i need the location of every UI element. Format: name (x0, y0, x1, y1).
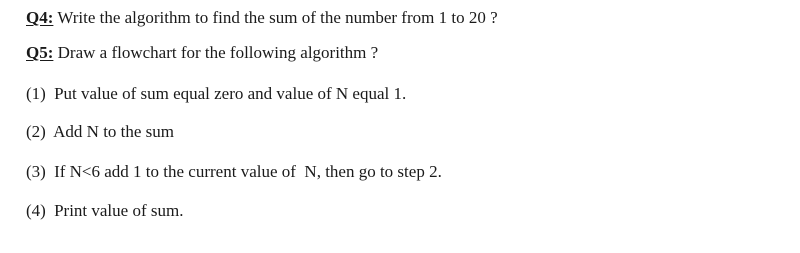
step-2-number: (2) (26, 122, 46, 141)
algorithm-step-3 (26, 162, 442, 182)
question-4 (26, 8, 498, 28)
question-4-label: Q4: (26, 8, 54, 27)
step-3-number: (3) (26, 162, 46, 181)
step-4-number: (4) (26, 201, 46, 220)
algorithm-step-4 (26, 201, 183, 221)
algorithm-step-2 (26, 122, 174, 142)
question-4-text: Write the algorithm to find the sum of the number from 1 to 20 ? (57, 8, 498, 27)
question-5-text: Draw a flowchart for the following algorithm ? (57, 43, 379, 62)
question-5 (26, 43, 378, 63)
step-4-text: Print value of sum. (54, 201, 184, 220)
step-1-text: Put value of sum equal zero and value of N equal 1. (54, 84, 407, 103)
question-5-label: Q5: (26, 43, 54, 62)
step-3-text: If N<6 add 1 to the current value of N, then go to step 2. (54, 162, 442, 181)
step-2-text: Add N to the sum (53, 122, 175, 141)
step-1-number: (1) (26, 84, 46, 103)
algorithm-step-1 (26, 84, 406, 104)
